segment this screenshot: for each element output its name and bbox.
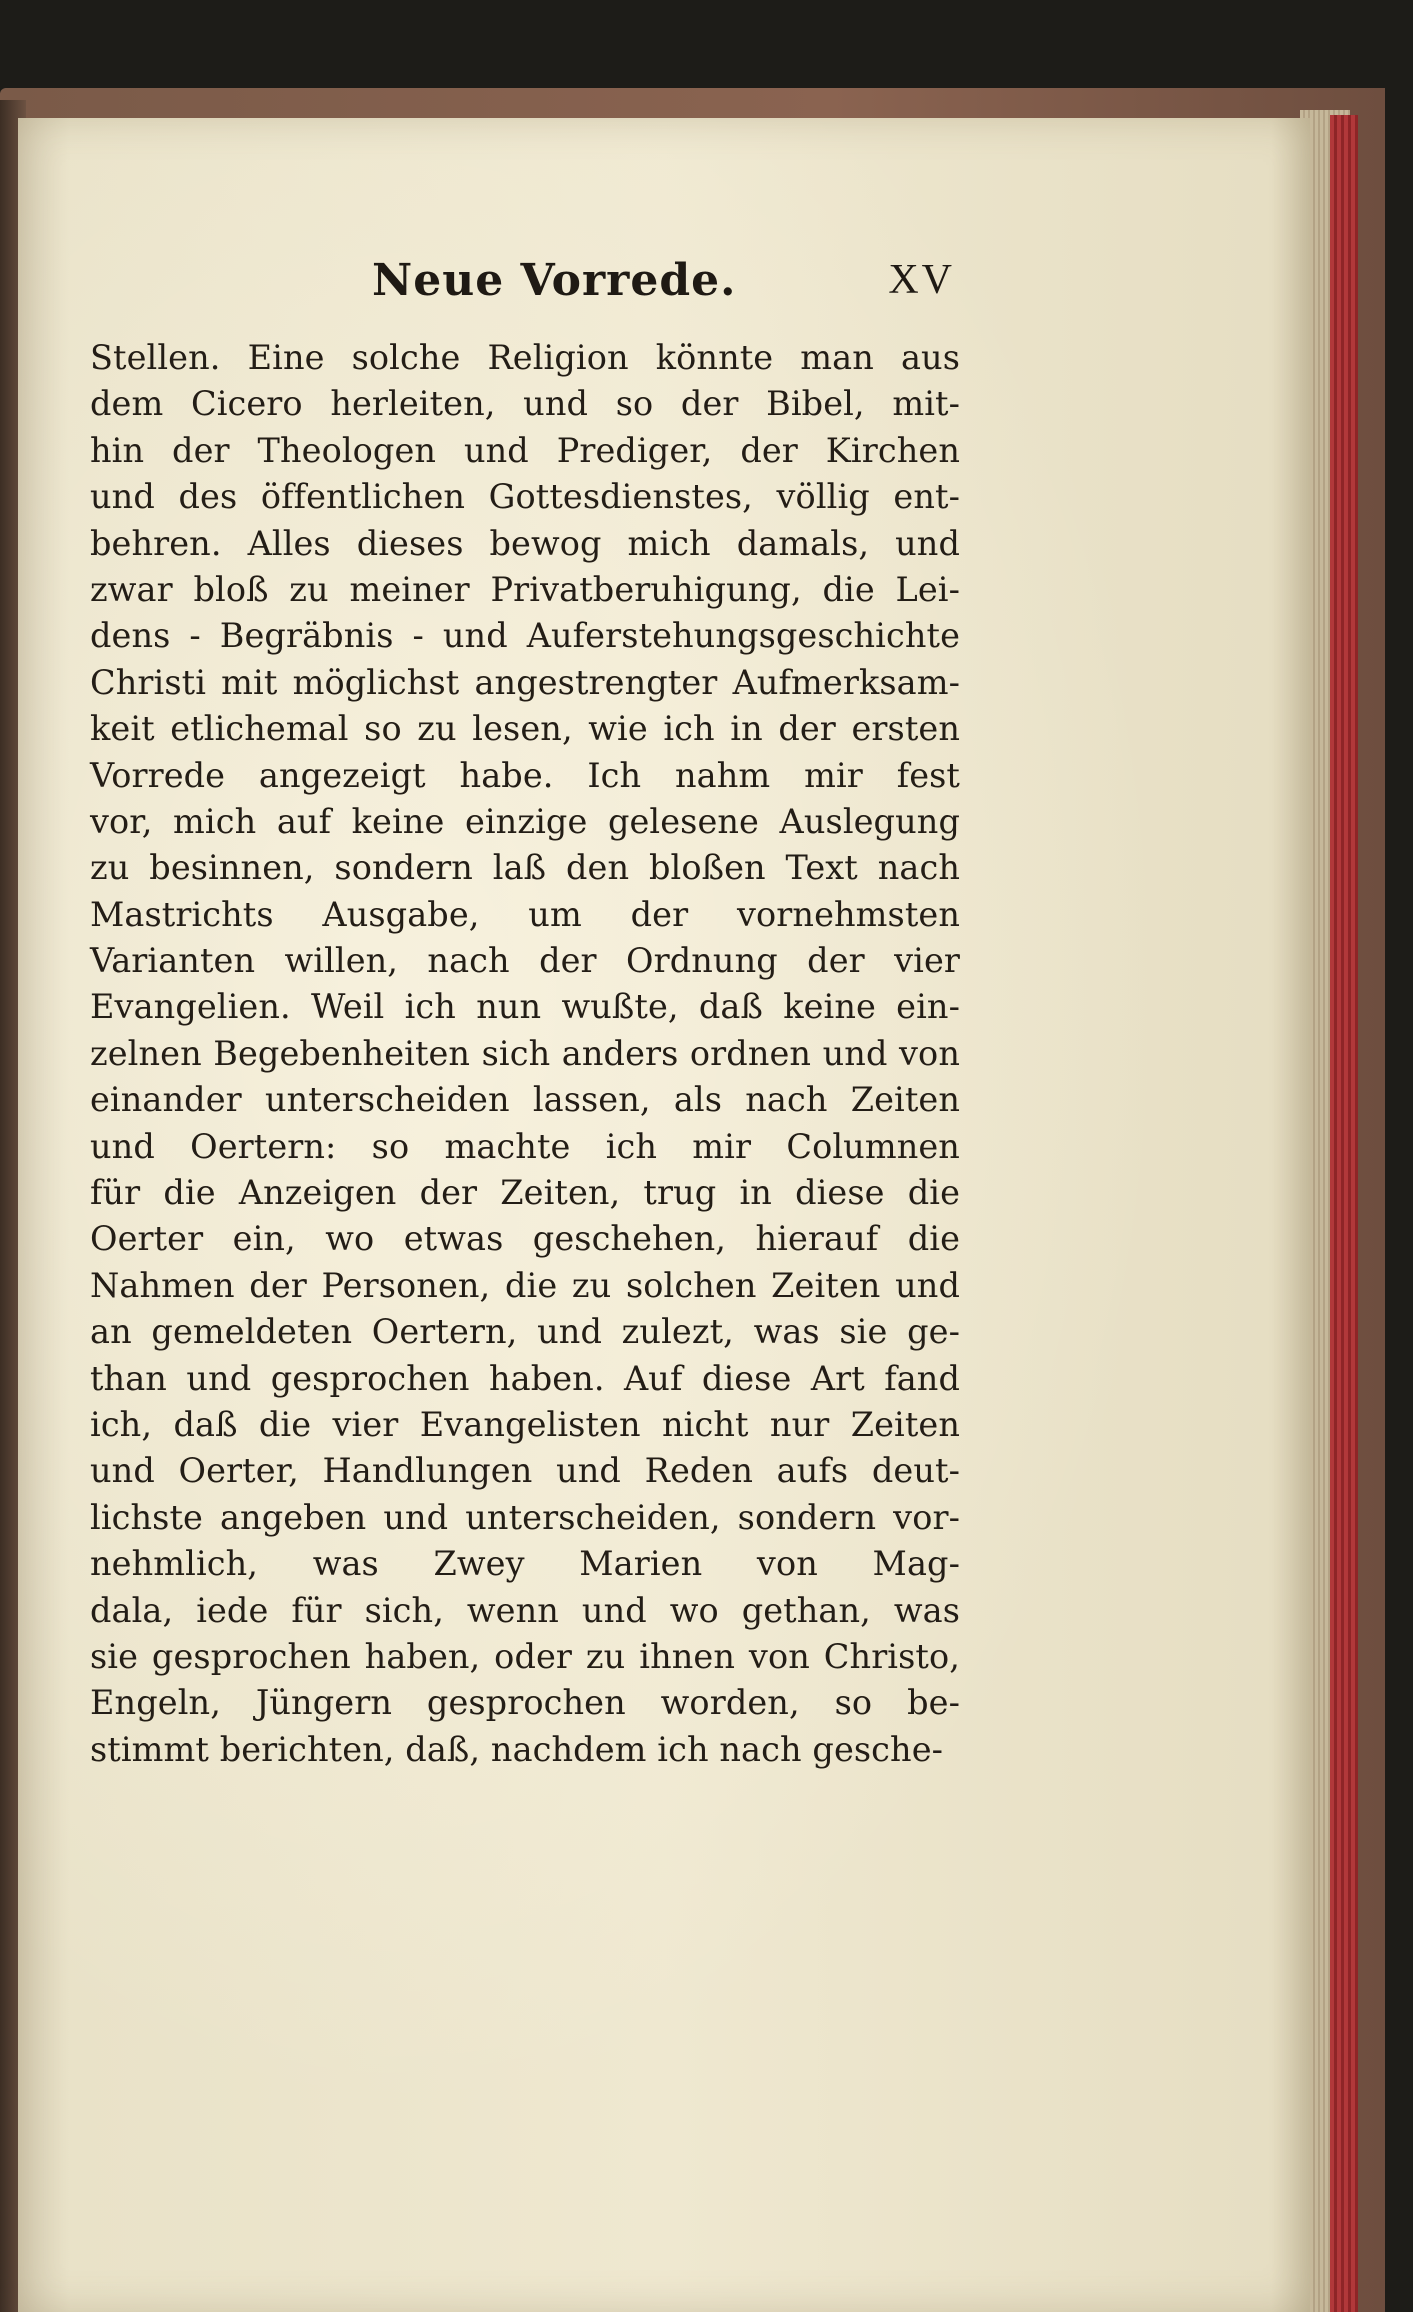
text-line: Evangelien. Weil ich nun wußte, daß keine ein- <box>90 987 960 1027</box>
page-title: Neue Vorrede. <box>372 254 737 306</box>
text-line: für die Anzeigen der Zeiten, trug in diese die <box>90 1173 960 1213</box>
text-line: sie gesprochen haben, oder zu ihnen von Christo, <box>90 1636 960 1676</box>
text-line: Vorrede angezeigt habe. Ich nahm mir fest <box>90 755 960 795</box>
text-line: keit etlichemal so zu lesen, wie ich in der ersten <box>90 709 960 749</box>
text-line: zwar bloß zu meiner Privatberuhigung, die Lei- <box>90 569 960 609</box>
text-line: Varianten willen, nach der Ordnung der vier <box>90 941 960 981</box>
body-text <box>90 335 960 1773</box>
text-line: Christi mit möglichst angestrengter Aufmerksam- <box>90 662 960 702</box>
text-line: zu besinnen, sondern laß den bloßen Text nach <box>90 848 960 888</box>
text-line: lichste angeben und unterscheiden, sondern vor- <box>90 1497 960 1537</box>
text-line: hin der Theologen und Prediger, der Kirchen <box>90 430 960 470</box>
text-line: Mastrichts Ausgabe, um der vornehmsten <box>90 894 960 934</box>
text-line: stimmt berichten, daß, nachdem ich nach gesche- <box>90 1729 944 1769</box>
text-line: einander unterscheiden lassen, als nach Zeiten <box>90 1080 960 1120</box>
red-page-edge <box>1330 115 1358 2312</box>
text-line: dem Cicero herleiten, und so der Bibel, mit- <box>90 384 960 424</box>
text-line: Nahmen der Personen, die zu solchen Zeiten und <box>90 1265 960 1305</box>
text-line: Stellen. Eine solche Religion könnte man aus <box>90 338 960 377</box>
text-line: ich, daß die vier Evangelisten nicht nur Zeiten <box>90 1404 960 1444</box>
page-number: XV <box>888 257 955 303</box>
text-line: Engeln, Jüngern gesprochen worden, so be- <box>90 1683 960 1723</box>
text-line: dala, iede für sich, wenn und wo gethan, was <box>90 1590 960 1630</box>
text-line: und des öffentlichen Gottesdienstes, völlig ent- <box>90 477 960 517</box>
text-line: und Oertern: so machte ich mir Columnen <box>90 1126 960 1166</box>
text-line: an gemeldeten Oertern, und zulezt, was sie ge- <box>90 1312 960 1352</box>
text-line: dens - Begräbnis - und Auferstehungsgeschichte <box>90 616 960 656</box>
text-line: zelnen Begebenheiten sich anders ordnen und von <box>90 1033 960 1073</box>
text-line: nehmlich, was Zwey Marien von Mag- <box>90 1544 960 1584</box>
text-line: behren. Alles dieses bewog mich damals, und <box>90 523 960 563</box>
running-header <box>360 245 955 315</box>
text-line: than und gesprochen haben. Auf diese Art fand <box>90 1358 960 1398</box>
text-line: Oerter ein, wo etwas geschehen, hierauf die <box>90 1219 960 1259</box>
text-line: und Oerter, Handlungen und Reden aufs deut- <box>90 1451 960 1491</box>
text-line: vor, mich auf keine einzige gelesene Auslegung <box>90 801 960 841</box>
